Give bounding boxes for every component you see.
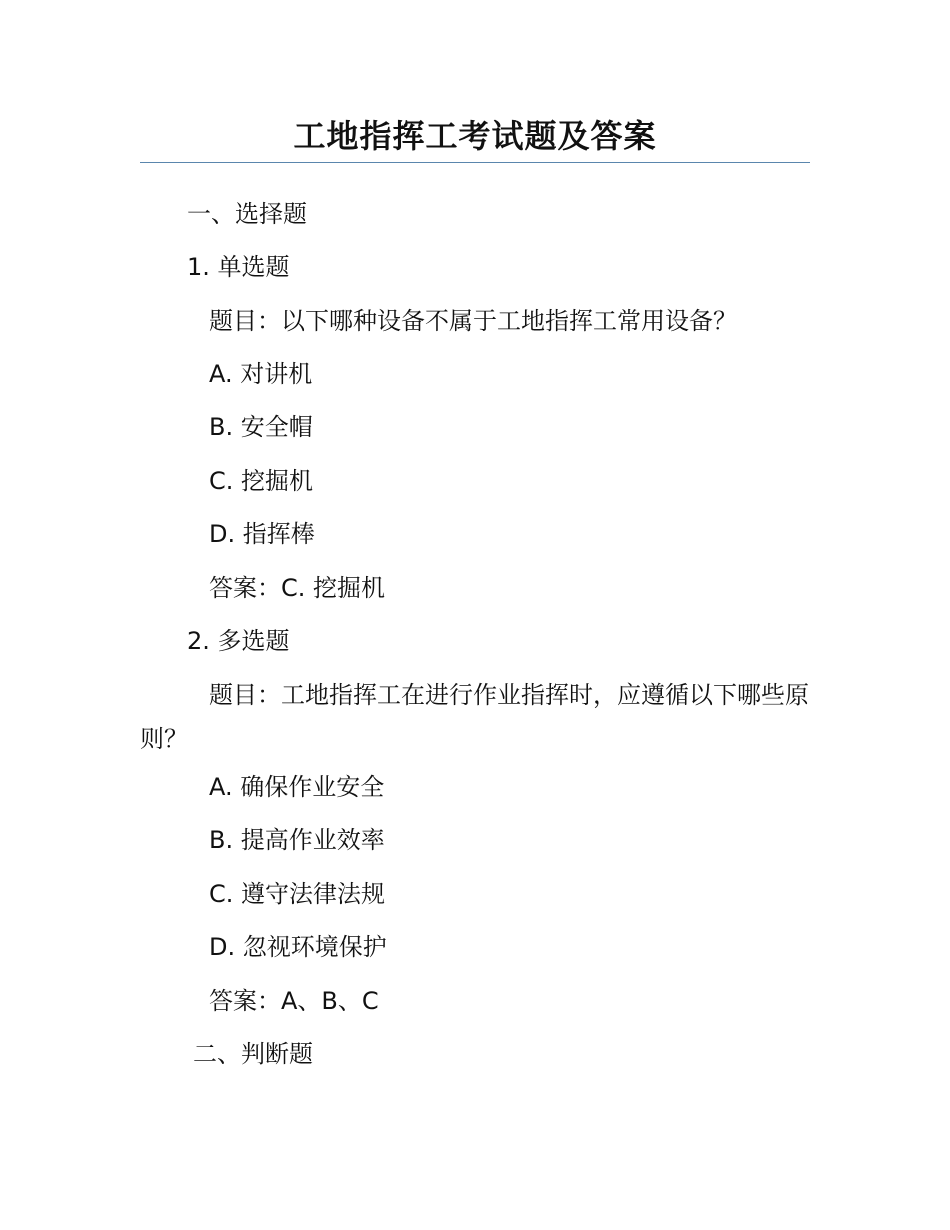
title-underline: [140, 162, 810, 163]
q1-heading: 1. 单选题: [187, 253, 290, 281]
q2-option-a: A. 确保作业安全: [209, 773, 385, 801]
q2-option-c: C. 遵守法律法规: [209, 880, 386, 908]
q1-option-d: D. 指挥棒: [209, 520, 315, 548]
q2-option-d: D. 忽视环境保护: [209, 933, 387, 961]
q1-option-c: C. 挖掘机: [209, 467, 314, 495]
q1-answer: 答案：C. 挖掘机: [209, 574, 386, 602]
q1-stem: 题目：以下哪种设备不属于工地指挥工常用设备？: [209, 307, 737, 335]
section-heading-judgement: 二、判断题: [193, 1040, 313, 1068]
q2-answer: 答案：A、B、C: [209, 987, 379, 1015]
section-heading-choice: 一、选择题: [187, 200, 307, 228]
q2-stem: 题目：工地指挥工在进行作业指挥时，应遵循以下哪些原则？: [140, 681, 809, 753]
document-title: 工地指挥工考试题及答案: [293, 117, 657, 155]
q1-option-a: A. 对讲机: [209, 360, 313, 388]
q1-option-b: B. 安全帽: [209, 413, 313, 441]
q2-option-b: B. 提高作业效率: [209, 826, 385, 854]
q2-heading: 2. 多选题: [187, 627, 290, 655]
